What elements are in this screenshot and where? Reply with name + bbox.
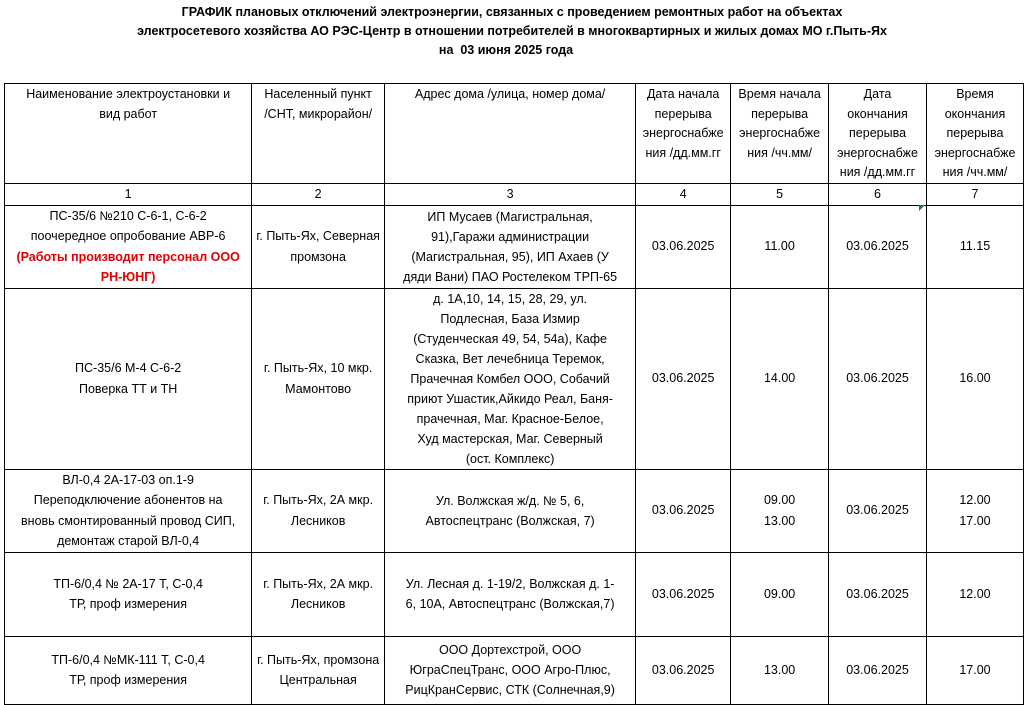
end-date-cell: 03.06.2025 (829, 636, 927, 704)
cell-text-line: перерыва (946, 126, 1004, 140)
cell-text-line: приют Ушастик,Айкидо Реал, Баня- (407, 391, 613, 406)
cell-text-line: Сказка, Вет лечебница Теремок, (415, 351, 605, 366)
cell-text-line: ния /дд.мм.гг (839, 165, 916, 179)
table-row (5, 469, 1024, 552)
table-row (5, 288, 1024, 469)
cell-text-line: Подлесная, База Измир (440, 311, 580, 326)
cell-text-line: 12.00 (959, 493, 991, 507)
header-cell-1 (5, 84, 252, 184)
start-date-cell: 03.06.2025 (636, 469, 731, 552)
cell-text-line: Дата (863, 87, 892, 101)
cell-text-line: ТР, проф измерения (69, 673, 188, 687)
column-number-cell: 5 (731, 184, 829, 206)
cell-text-line: (Работы производит персонал ООО (16, 249, 240, 264)
cell-text-line: ния /чч.мм/ (747, 145, 812, 160)
cell-text-line: Переподключение абонентов на (33, 493, 223, 507)
title-line-1: ГРАФИК плановых отключений электроэнергии, связанных с проведением ремонтных работ на объектах (181, 5, 843, 19)
locality-cell (252, 552, 385, 636)
address-cell (385, 469, 636, 552)
cell-text-line: 09.00 (763, 493, 796, 507)
cell-text-line: /СНТ, микрорайон/ (264, 106, 373, 121)
start-date-cell: 03.06.2025 (636, 288, 731, 469)
end-time-cell (926, 469, 1023, 552)
cell-text-line: г. Пыть-Ях, Северная (256, 229, 380, 243)
start-date-cell: 03.06.2025 (636, 636, 731, 704)
column-number-cell: 2 (252, 184, 385, 206)
cell-text-line: Населенный пункт (264, 87, 372, 101)
cell-text-line: ТП-6/0,4 № 2А-17 Т, С-0,4 (53, 576, 203, 591)
cell-text-line: Лесников (290, 597, 346, 611)
cell-text-line: Адрес дома /улица, номер дома/ (414, 87, 606, 101)
cell-text-line: энергоснабже (934, 145, 1016, 160)
cell-text-line: г. Пыть-Ях, промзона (257, 652, 380, 667)
end-time-cell (926, 205, 1023, 288)
cell-text-line: 17.00 (959, 662, 991, 677)
title-line-2: электросетевого хозяйства АО РЭС-Центр в отношении потребителей в многоквартирных и жилых домах МО г.Пыть-Ях (137, 24, 887, 38)
cell-text-line: г. Пыть-Ях, 10 мкр. (263, 361, 373, 375)
cell-text-line: окончания (944, 106, 1006, 121)
cell-text-line: ния /дд.мм.гг (645, 145, 721, 160)
cell-text-line: 16.00 (959, 371, 991, 386)
cell-text-line: (Магистральная, 95), ИП Ахаев (У (411, 249, 609, 264)
column-number-cell: 4 (636, 184, 731, 206)
cell-text-line: вид работ (99, 106, 158, 121)
cell-comment-marker (919, 205, 925, 211)
locality-cell (252, 205, 385, 288)
cell-text-line: ЮграСпецТранс, ООО Агро-Плюс, (409, 663, 611, 677)
cell-text-line: перерыва (849, 126, 907, 140)
cell-text-line: Худ мастерская, Маг. Северный (417, 431, 603, 446)
cell-text-line: г. Пыть-Ях, 2А мкр. (263, 576, 374, 591)
locality-cell (252, 469, 385, 552)
cell-text-line: перерыва (751, 106, 809, 121)
end-time-cell (926, 288, 1023, 469)
cell-text-line: окончания (847, 106, 908, 121)
end-date-cell: 03.06.2025 (829, 469, 927, 552)
table-row (5, 552, 1024, 636)
column-number-cell: 7 (926, 184, 1023, 206)
cell-text-line: д. 1А,10, 14, 15, 28, 29, ул. (433, 291, 588, 306)
cell-text-line: прачечная, Маг. Красное-Белое, (416, 411, 604, 426)
cell-text-line: 12.00 (959, 586, 991, 601)
end-date-cell: 03.06.2025 (829, 552, 927, 636)
header-cell-4 (636, 84, 731, 184)
cell-text-line: (Студенческая 49, 54, 54а), Кафе (413, 331, 608, 346)
cell-text-line: Наименование электроустановки и (26, 87, 231, 101)
cell-text-line: 17.00 (959, 513, 991, 528)
cell-text-line: Время (956, 87, 994, 101)
cell-text-line: ния /чч.мм/ (942, 165, 1008, 179)
outage-schedule-table (4, 83, 1024, 705)
cell-text-line: 11.00 (764, 239, 795, 254)
cell-text-line: Дата начала (646, 87, 720, 101)
header-row (5, 84, 1024, 184)
column-number-cell: 1 (5, 184, 252, 206)
cell-text-line: 11.15 (959, 239, 991, 254)
cell-text-line: ИП Мусаев (Магистральная, (427, 209, 593, 224)
start-date-cell: 03.06.2025 (636, 552, 731, 636)
column-number-row (5, 184, 1024, 206)
header-cell-2 (252, 84, 385, 184)
cell-text-line: РицКранСервис, СТК (Солнечная,9) (405, 683, 615, 697)
cell-text-line: ПС-35/6 М-4 С-6-2 (75, 361, 182, 375)
cell-text-line: энергоснабже (837, 145, 918, 160)
cell-text-line: г. Пыть-Ях, 2А мкр. (263, 493, 374, 507)
object-cell (5, 288, 252, 469)
end-time-cell (926, 552, 1023, 636)
table-body (5, 205, 1024, 704)
cell-text-line: 91),Гаражи администрации (431, 229, 590, 244)
end-date-cell: 03.06.2025 (829, 205, 927, 288)
column-number-cell: 6 (829, 184, 927, 206)
cell-text-line: Ул. Волжская ж/д. № 5, 6, (435, 493, 585, 508)
header-cell-3 (385, 84, 636, 184)
cell-text-line: 13.00 (763, 513, 796, 528)
object-cell (5, 469, 252, 552)
address-cell (385, 552, 636, 636)
end-date-cell: 03.06.2025 (829, 288, 927, 469)
cell-text-line: энергоснабже (642, 126, 724, 140)
object-cell (5, 552, 252, 636)
cell-text-line: ООО Дортехстрой, ООО (438, 643, 582, 657)
cell-text-line: ВЛ-0,4 2А-17-03 оп.1-9 (62, 472, 194, 487)
header-cell-6 (829, 84, 927, 184)
cell-text-line: РН-ЮНГ) (100, 270, 156, 284)
cell-text-line: Ул. Лесная д. 1-19/2, Волжская д. 1- (405, 577, 615, 591)
locality-cell (252, 288, 385, 469)
table-row (5, 205, 1024, 288)
cell-text-line: Поверка ТТ и ТН (78, 381, 178, 396)
column-number-cell: 3 (385, 184, 636, 206)
object-cell (5, 205, 252, 288)
cell-text-line: дяди Вани) ПАО Ростелеком ТРП-65 (403, 269, 618, 284)
title-line-3 (0, 41, 1018, 60)
start-time-cell (731, 469, 829, 552)
start-time-cell (731, 205, 829, 288)
cell-text-line: Центральная (279, 673, 357, 687)
cell-text-line: (ост. Комплекс) (465, 451, 555, 466)
cell-text-line: ТР, проф измерения (69, 597, 188, 611)
cell-text-line: демонтаж старой ВЛ-0,4 (57, 534, 200, 548)
cell-text-line: Лесников (290, 513, 346, 528)
title-date-prefix: на (438, 43, 454, 57)
cell-text-line: Мамонтово (285, 381, 352, 396)
cell-text-line: Время начала (738, 87, 821, 101)
header-cell-7 (926, 84, 1023, 184)
cell-text-line: 14.00 (763, 371, 796, 386)
cell-text-line: Автоспецтранс (Волжская, 7) (425, 513, 595, 528)
cell-text-line: ТП-6/0,4 №МК-111 Т, С-0,4 (51, 652, 205, 667)
header-cell-5 (731, 84, 829, 184)
title-date: 03 июня 2025 года (460, 43, 574, 57)
start-time-cell (731, 288, 829, 469)
cell-text-line: поочередное опробование АВР-6 (30, 229, 226, 243)
cell-text-line: вновь смонтированный провод СИП, (21, 513, 236, 528)
start-date-cell: 03.06.2025 (636, 205, 731, 288)
cell-text-line: 09.00 (763, 586, 796, 601)
cell-text-line: Прачечная Комбел ООО, Собачий (410, 371, 610, 386)
start-time-cell (731, 552, 829, 636)
cell-text-line: перерыва (654, 106, 712, 121)
address-cell (385, 205, 636, 288)
address-cell (385, 288, 636, 469)
cell-text-line: 13.00 (763, 662, 796, 677)
cell-text-line: ПС-35/6 №210 С-6-1, С-6-2 (49, 208, 207, 223)
cell-text-line: 6, 10А, Автоспецтранс (Волжская,7) (405, 597, 615, 611)
cell-text-line: энергоснабже (739, 126, 821, 140)
cell-text-line: промзона (290, 249, 346, 264)
